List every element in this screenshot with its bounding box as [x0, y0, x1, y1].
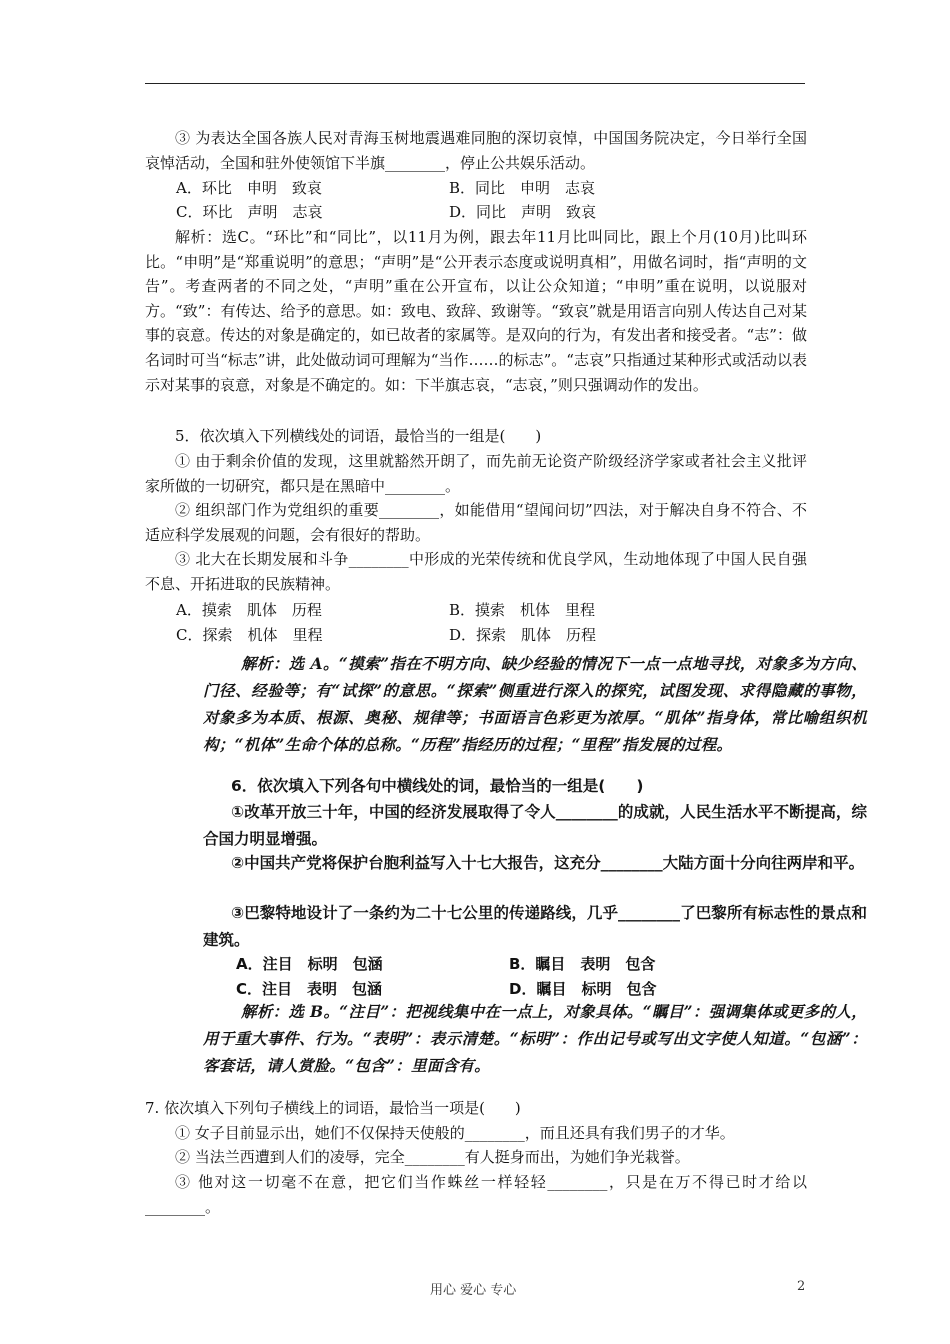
q4-option-b: B．同比 申明 志哀 [449, 179, 596, 197]
q5-option-b: B．摸索 机体 里程 [449, 601, 596, 619]
q7-item-3: ③ 他对这一切毫不在意，把它们当作蛛丝一样轻轻________，只是在万不得已时才给以________。 [145, 1173, 807, 1216]
q7-item-2: ② 当法兰西遭到人们的凌辱，完全________有人挺身而出，为她们争光栽誉。 [175, 1148, 690, 1166]
q6-stem: 6．依次填入下列各句中横线处的词，最恰当的一组是( ) [231, 777, 644, 795]
q5-stem: 5．依次填入下列横线处的词语，最恰当的一组是( ) [175, 427, 542, 445]
q4-item-3: ③ 为表达全国各族人民对青海玉树地震遇难同胞的深切哀悼，中国国务院决定，今日举行全国哀悼活动，全国和驻外使领馆下半旗________，停止公共娱乐活动。 [145, 129, 807, 172]
q4-analysis: 解析：选C。“环比”和“同比”，以11月为例，跟去年11月比叫同比，跟上个月(10月)比叫环比。“申明”是“郑重说明”的意思；“声明”是“公开表示态度或说明真相”，用做名词时，指“声明的文告”。考查两者的不同之处，“声明”重在公开宣布，以让公众知道；“申明”重在说明，以说服对方。“致”：有传达、给予的意思。如：致电、致辞、致谢等。“致哀”就是用语言向别人传达自己对某事的哀意。传达的对象是确定的，如已故者的家属等。是双向的行为，有发出者和接受者。“志”：做名词时可当“标志”讲，此处做动词可理解为“当作……的标志”。“志哀”只指通过某种形式或活动以表示对某事的哀意，对象是不确定的。如：下半旗志哀，“志哀，”则只强调动作的发出。 [145, 228, 807, 394]
q5-option-a: A．摸索 肌体 历程 [176, 601, 322, 619]
q5-item-1: ① 由于剩余价值的发现，这里就豁然开朗了，而先前无论资产阶级经济学家或者社会主义批评家所做的一切研究，都只是在黑暗中________。 [145, 452, 807, 495]
q7-stem: 7. 依次填入下列句子横线上的词语，最恰当一项是( ) [145, 1099, 521, 1117]
page-number: 2 [797, 1279, 806, 1294]
q7-item-1: ① 女子目前显示出，她们不仅保持天使般的________，而且还具有我们男子的才华。 [175, 1124, 735, 1142]
q5-item-3: ③ 北大在长期发展和斗争________中形成的光荣传统和优良学风，生动地体现了中国人民自强不息、开拓进取的民族精神。 [145, 550, 807, 593]
q6-option-b: B．瞩目 表明 包含 [509, 955, 656, 973]
q5-option-c: C．探索 机体 里程 [176, 626, 323, 644]
q4-option-a: A．环比 申明 致哀 [176, 179, 322, 197]
q6-item-1: ①改革开放三十年，中国的经济发展取得了令人________的成就，人民生活水平不断提高，综合国力明显增强。 [203, 803, 867, 848]
q4-option-c: C．环比 声明 志哀 [176, 203, 323, 221]
q6-item-2: ②中国共产党将保护台胞利益写入十七大报告，这充分________大陆方面十分向往两岸和平。 [231, 854, 865, 872]
q6-option-d: D．瞩目 标明 包含 [509, 980, 657, 998]
q6-analysis: 解析：选 B。“注目”：把视线集中在一点上，对象具体。“瞩目”：强调集体或更多的人，用于重大事件、行为。“表明”：表示清楚。“标明”：作出记号或写出文字使人知道。“包涵”：客套话，请人赏脸。“包含”：里面含有。 [203, 1002, 867, 1075]
q6-option-a: A．注目 标明 包涵 [236, 955, 383, 973]
q6-item-3: ③巴黎特地设计了一条约为二十七公里的传递路线，几乎________了巴黎所有标志性的景点和建筑。 [203, 904, 867, 949]
header-rule [145, 83, 805, 84]
q5-option-d: D．探索 肌体 历程 [449, 626, 597, 644]
footer-slogan: 用心 爱心 专心 [430, 1283, 517, 1298]
q6-option-c: C．注目 表明 包涵 [236, 980, 383, 998]
q4-option-d: D．同比 声明 致哀 [449, 203, 597, 221]
q5-item-2: ② 组织部门作为党组织的重要________，如能借用“望闻问切”四法，对于解决自身不符合、不适应科学发展观的问题，会有很好的帮助。 [145, 501, 807, 544]
q5-analysis: 解析：选 A。“摸索”指在不明方向、缺少经验的情况下一点一点地寻找，对象多为方向、门径、经验等；有“试探”的意思。“探索”侧重进行深入的探究，试图发现、求得隐藏的事物，对象多为本质、根源、奥秘、规律等；书面语言色彩更为浓厚。“肌体”指身体，常比喻组织机构；“机体”生命个体的总称。“历程”指经历的过程；“里程”指发展的过程。 [203, 654, 867, 754]
